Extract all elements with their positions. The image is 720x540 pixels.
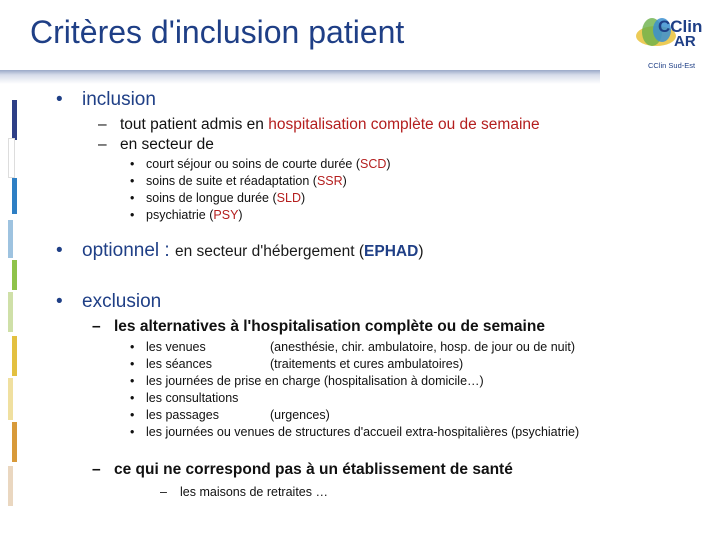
bullet-exclusion: • exclusion	[56, 291, 162, 312]
bullet-inclusion	[56, 89, 156, 111]
exclusion-label: exclusion	[82, 291, 162, 312]
list-item: • court séjour ou soins de courte durée (SCD)	[130, 157, 391, 171]
exclusion-sub2-text: ce qui ne correspond pas à un établissement de santé	[114, 461, 513, 478]
item-text: les maisons de retraites …	[180, 485, 328, 499]
optionnel-label: optionnel :	[82, 240, 175, 261]
decorative-stripes	[0, 100, 28, 540]
logo-text-region: CClin Sud-Est	[648, 61, 696, 70]
list-item: • les venues (anesthésie, chir. ambulatoire, hosp. de jour ou de nuit)	[130, 340, 576, 354]
item-end: )	[238, 208, 243, 222]
inclusion-sub2-text: en secteur de	[120, 136, 214, 153]
item-end: )	[300, 191, 306, 205]
item-text: soins de suite et réadaptation (	[146, 174, 317, 188]
page-title: Critères d'inclusion patient	[30, 14, 405, 50]
exclusion-sub1: – les alternatives à l'hospitalisation complète ou de semaine	[92, 318, 545, 335]
list-item: • les journées de prise en charge (hospitalisation à domicile…)	[130, 374, 484, 388]
item-text: les consultations	[146, 391, 239, 405]
item-abbr: SCD	[360, 157, 387, 171]
inclusion-sub1-highlight: hospitalisation complète ou de semaine	[268, 116, 540, 133]
optionnel-abbr: EPHAD	[364, 243, 419, 260]
exclusion-sub2: – ce qui ne correspond pas à un établissement de santé	[92, 461, 513, 478]
item-end: )	[386, 157, 391, 171]
item-end: )	[342, 174, 347, 188]
inclusion-sub1: – tout patient admis en hospitalisation complète ou de semaine	[98, 116, 540, 133]
item-abbr: SSR	[316, 174, 343, 188]
logo-text-ar: AR	[674, 33, 696, 50]
exclusion-sub2-item: – les maisons de retraites …	[160, 485, 328, 499]
bullet-optionnel: • optionnel : en secteur d'hébergement (EPHAD)	[56, 240, 424, 261]
optionnel-text: en secteur d'hébergement (	[174, 243, 365, 260]
item-abbr: SLD	[276, 191, 301, 205]
inclusion-sub2: – en secteur de	[98, 136, 214, 153]
item-text: psychiatrie (	[146, 208, 214, 222]
list-item: • soins de longue durée (SLD)	[130, 191, 306, 205]
item-detail: (urgences)	[270, 408, 330, 422]
item-text: les journées de prise en charge (hospitalisation à domicile…)	[146, 374, 484, 388]
logo-text-cclin: CClin	[658, 17, 703, 36]
list-item: • psychiatrie (PSY)	[130, 208, 243, 222]
inclusion-sub1-text: tout patient admis en	[120, 116, 269, 133]
item-detail: (traitements et cures ambulatoires)	[270, 357, 464, 371]
cclin-logo	[632, 6, 714, 74]
item-text: court séjour ou soins de courte durée (	[146, 157, 361, 171]
list-item: • les journées ou venues de structures d'accueil extra-hospitalières (psychiatrie)	[130, 425, 580, 439]
inclusion-label: inclusion	[82, 89, 156, 110]
item-text: les séances	[146, 357, 213, 371]
bullet-dot: •	[56, 89, 63, 110]
exclusion-sub1-text: les alternatives à l'hospitalisation complète ou de semaine	[114, 318, 545, 335]
optionnel-end: )	[418, 243, 424, 260]
item-abbr: PSY	[213, 208, 239, 222]
item-text: les venues	[146, 340, 206, 354]
list-item: • les consultations	[130, 391, 239, 405]
list-item: • les passages (urgences)	[130, 408, 330, 422]
item-text: les journées ou venues de structures d'accueil extra-hospitalières (psychiatrie)	[146, 425, 580, 439]
list-item: • soins de suite et réadaptation (SSR)	[130, 174, 347, 188]
item-text: soins de longue durée (	[146, 191, 277, 205]
item-text: les passages	[146, 408, 219, 422]
title-rule	[0, 70, 600, 84]
list-item: • les séances (traitements et cures ambulatoires)	[130, 357, 464, 371]
item-detail: (anesthésie, chir. ambulatoire, hosp. de jour ou de nuit)	[270, 340, 576, 354]
